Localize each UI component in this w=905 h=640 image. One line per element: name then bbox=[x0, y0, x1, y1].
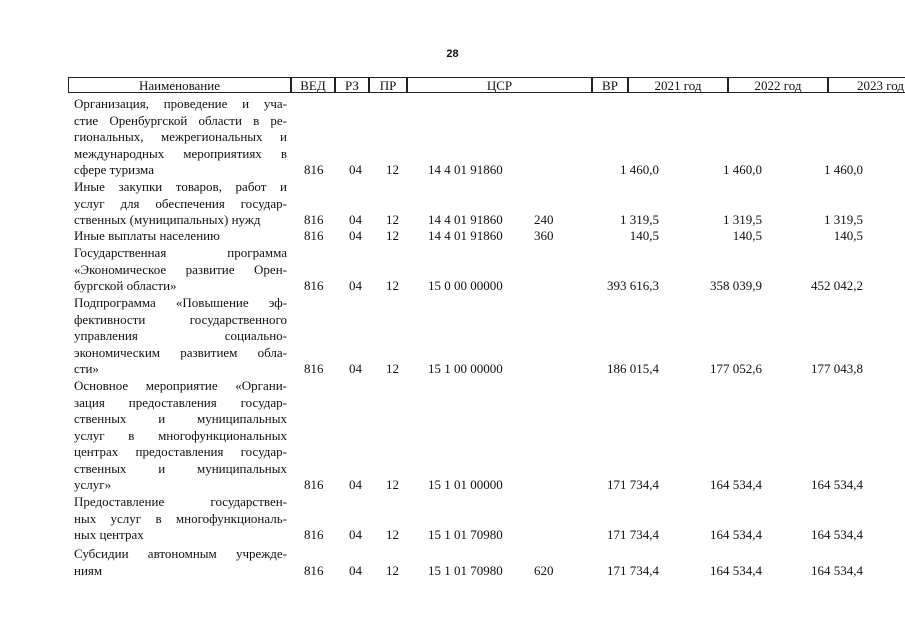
cell-pr: 12 bbox=[386, 477, 399, 492]
row-name bbox=[74, 546, 287, 579]
row-name-line: ных услуг в многофункциональ- bbox=[74, 510, 287, 526]
row-name-line: зация предоставления государ- bbox=[74, 394, 287, 410]
cell-ved: 816 bbox=[304, 361, 324, 376]
cell-ved: 816 bbox=[304, 228, 324, 243]
row-name-line: гиональных, межрегиональных и bbox=[74, 129, 287, 144]
cell-y2023: 140,5 bbox=[833, 228, 863, 243]
row-name-line: центрах предоставления государ- bbox=[74, 444, 287, 459]
cell-ved: 816 bbox=[304, 212, 324, 227]
row-name-line: фективности государственного bbox=[74, 311, 287, 327]
cell-csr: 15 1 01 00000 bbox=[428, 477, 503, 492]
cell-y2022: 164 534,4 bbox=[710, 527, 762, 542]
header-2023: 2023 год bbox=[828, 77, 905, 93]
cell-y2023: 1 319,5 bbox=[824, 212, 863, 227]
cell-csr: 15 1 01 70980 bbox=[428, 527, 503, 542]
cell-pr: 12 bbox=[386, 162, 399, 177]
row-name-line: Иные выплаты населению bbox=[74, 228, 220, 243]
row-name-line: Государственная программа bbox=[74, 245, 287, 260]
cell-y2023: 452 042,2 bbox=[811, 278, 863, 293]
cell-y2022: 358 039,9 bbox=[710, 278, 762, 293]
cell-pr: 12 bbox=[386, 361, 399, 376]
page-number: 28 bbox=[446, 48, 459, 60]
row-name-line: сти» bbox=[74, 361, 99, 376]
header-name: Наименование bbox=[68, 77, 291, 93]
cell-csr: 14 4 01 91860 bbox=[428, 212, 503, 227]
cell-y2023: 164 534,4 bbox=[811, 562, 863, 578]
cell-rz: 04 bbox=[349, 477, 362, 492]
row-name-line: услуг» bbox=[74, 477, 112, 492]
row-name bbox=[74, 295, 287, 378]
header-2021: 2021 год bbox=[628, 77, 728, 93]
cell-vr: 240 bbox=[534, 212, 554, 227]
cell-y2022: 164 534,4 bbox=[710, 477, 762, 492]
cell-pr: 12 bbox=[386, 527, 399, 542]
header-rz: РЗ bbox=[335, 77, 369, 93]
cell-ved: 816 bbox=[304, 477, 324, 492]
row-name-line: Основное мероприятие «Органи- bbox=[74, 378, 287, 393]
cell-rz: 04 bbox=[349, 228, 362, 243]
cell-rz: 04 bbox=[349, 278, 362, 293]
row-name-line: Субсидии автономным учрежде- bbox=[74, 546, 287, 561]
row-name bbox=[74, 96, 287, 179]
cell-y2023: 1 460,0 bbox=[824, 162, 863, 177]
row-name bbox=[74, 179, 287, 229]
row-name-line: сфере туризма bbox=[74, 162, 154, 177]
cell-pr: 12 bbox=[386, 212, 399, 227]
cell-ved: 816 bbox=[304, 278, 324, 293]
header-csr: ЦСР bbox=[407, 77, 592, 93]
header-2022: 2022 год bbox=[728, 77, 828, 93]
cell-y2021: 140,5 bbox=[629, 228, 659, 243]
cell-y2022: 140,5 bbox=[732, 228, 762, 243]
cell-rz: 04 bbox=[349, 162, 362, 177]
cell-csr: 14 4 01 91860 bbox=[428, 228, 503, 243]
row-name-line: ственных и муниципальных bbox=[74, 411, 287, 426]
cell-rz: 04 bbox=[349, 361, 362, 376]
row-name-line: ных центрах bbox=[74, 527, 144, 542]
cell-y2022: 164 534,4 bbox=[710, 562, 762, 578]
cell-vr: 360 bbox=[534, 228, 554, 243]
cell-y2021: 393 616,3 bbox=[607, 278, 659, 293]
cell-y2023: 164 534,4 bbox=[811, 477, 863, 492]
row-name-line: «Экономическое развитие Орен- bbox=[74, 261, 287, 277]
cell-y2021: 171 734,4 bbox=[607, 527, 659, 542]
row-name bbox=[74, 228, 287, 245]
row-name-line: ственных и муниципальных bbox=[74, 460, 287, 476]
cell-y2022: 1 319,5 bbox=[723, 212, 762, 227]
cell-pr: 12 bbox=[386, 278, 399, 293]
cell-ved: 816 bbox=[304, 527, 324, 542]
row-name-line: международных мероприятиях в bbox=[74, 145, 287, 161]
row-name-line: Иные закупки товаров, работ и bbox=[74, 179, 287, 194]
cell-csr: 15 0 00 00000 bbox=[428, 278, 503, 293]
cell-pr: 12 bbox=[386, 562, 399, 578]
cell-y2021: 1 319,5 bbox=[620, 212, 659, 227]
row-name-line: услуг для обеспечения государ- bbox=[74, 195, 287, 211]
cell-vr: 620 bbox=[534, 562, 554, 578]
cell-rz: 04 bbox=[349, 212, 362, 227]
row-name-line: Подпрограмма «Повышение эф- bbox=[74, 295, 287, 310]
row-name-line: ниям bbox=[74, 562, 103, 578]
row-name-line: экономическим развитием обла- bbox=[74, 344, 287, 360]
cell-rz: 04 bbox=[349, 527, 362, 542]
cell-csr: 15 1 01 70980 bbox=[428, 562, 503, 578]
cell-rz: 04 bbox=[349, 562, 362, 578]
cell-y2023: 164 534,4 bbox=[811, 527, 863, 542]
cell-ved: 816 bbox=[304, 562, 324, 578]
row-name bbox=[74, 245, 287, 295]
row-name-line: услуг в многофункциональных bbox=[74, 427, 287, 443]
cell-y2022: 1 460,0 bbox=[723, 162, 762, 177]
table-header bbox=[68, 77, 904, 93]
row-name-line: бургской области» bbox=[74, 278, 177, 293]
cell-y2021: 186 015,4 bbox=[607, 361, 659, 376]
row-name bbox=[74, 494, 287, 544]
cell-ved: 816 bbox=[304, 162, 324, 177]
cell-csr: 14 4 01 91860 bbox=[428, 162, 503, 177]
row-name-line: стие Оренбургской области в ре- bbox=[74, 112, 287, 128]
cell-y2021: 171 734,4 bbox=[607, 477, 659, 492]
cell-y2022: 177 052,6 bbox=[710, 361, 762, 376]
cell-y2021: 171 734,4 bbox=[607, 562, 659, 578]
cell-y2023: 177 043,8 bbox=[811, 361, 863, 376]
cell-csr: 15 1 00 00000 bbox=[428, 361, 503, 376]
cell-y2021: 1 460,0 bbox=[620, 162, 659, 177]
header-pr: ПР bbox=[369, 77, 407, 93]
row-name-line: Предоставление государствен- bbox=[74, 494, 287, 509]
row-name-line: ственных (муниципальных) нужд bbox=[74, 212, 261, 227]
header-vr: ВР bbox=[592, 77, 628, 93]
row-name bbox=[74, 378, 287, 494]
row-name-line: Организация, проведение и уча- bbox=[74, 96, 287, 111]
row-name-line: управления социально- bbox=[74, 328, 287, 343]
header-ved: ВЕД bbox=[291, 77, 335, 93]
cell-pr: 12 bbox=[386, 228, 399, 243]
